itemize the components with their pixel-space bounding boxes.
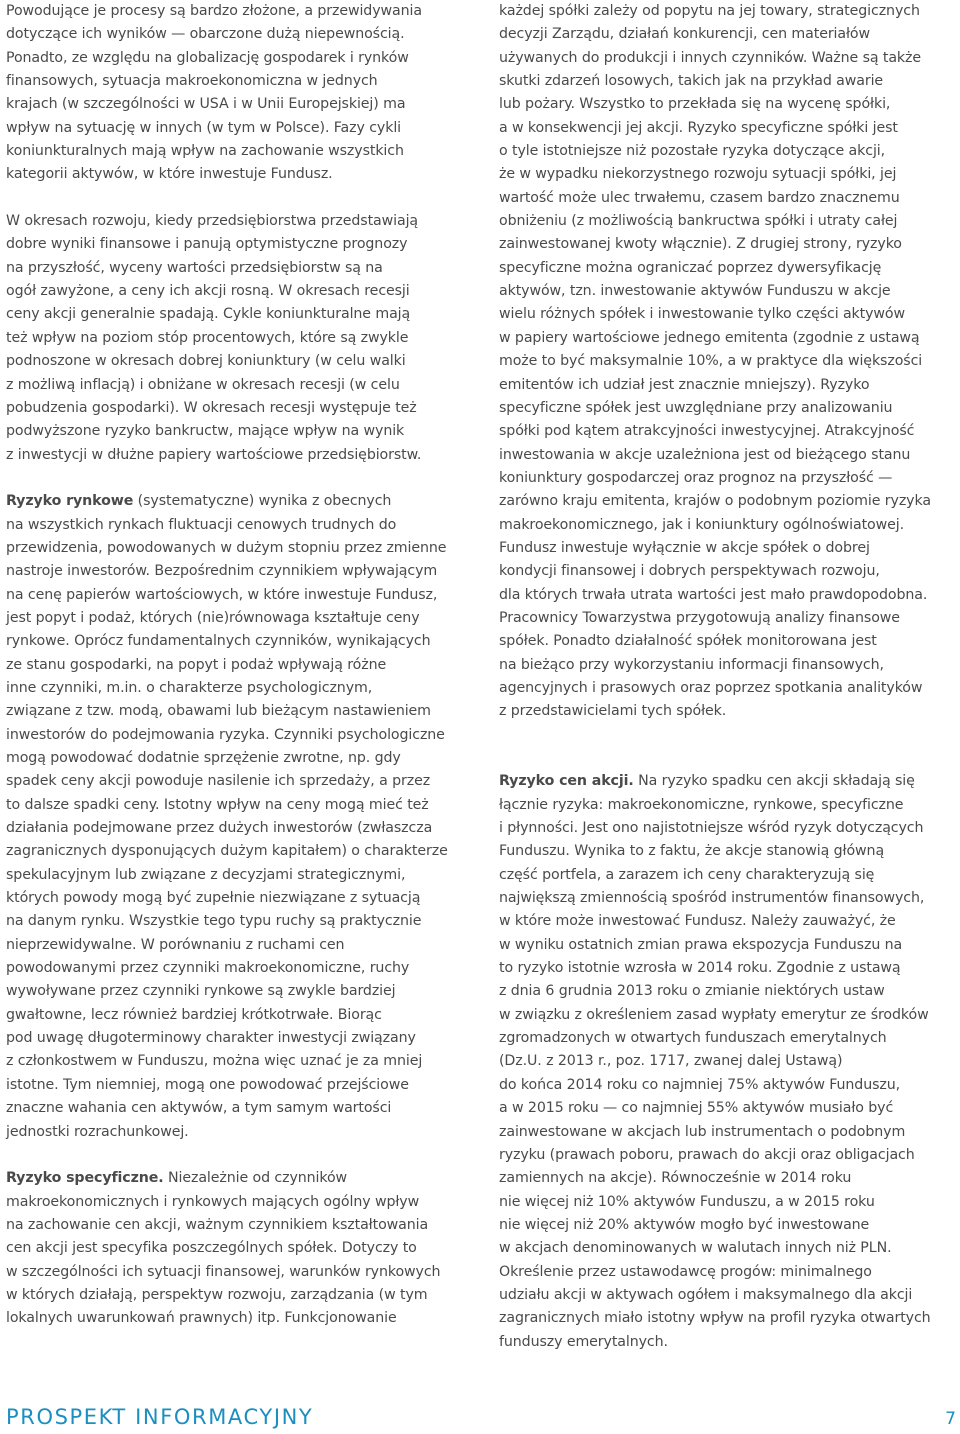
text-line: istotne. Tym niemniej, mogą one powodować przejściowe <box>6 1076 409 1093</box>
text-line: w wyniku ostatnich zmian prawa ekspozycja Funduszu na <box>499 936 903 953</box>
text-line: Określenie przez ustawodawcę progów: minimalnego <box>499 1263 872 1280</box>
text-line: w szczególności ich sytuacji finansowej, warunków rynkowych <box>6 1263 441 1280</box>
text-line: inne czynniki, m.in. o charakterze psychologicznym, <box>6 679 373 696</box>
specific-risk-body <box>6 1191 476 1331</box>
text-line: łącznie ryzyka: makroekonomiczne, rynkowe, specyficzne <box>499 796 904 813</box>
text-line: na danym rynku. Wszystkie tego typu ruchy są praktycznie <box>6 913 422 930</box>
text-line: największą zmiennością spośród instrumentów finansowych, <box>499 890 925 907</box>
text-line: zgromadzonych w otwartych funduszach emerytalnych <box>499 1030 887 1047</box>
text-line: ze stanu gospodarki, na popyt i podaż wpływają różne <box>6 656 387 673</box>
text-line: na wszystkich rynkach fluktuacji cenowych trudnych do <box>6 516 397 533</box>
text-line: Powodujące je procesy są bardzo złożone, a przewidywania <box>6 3 422 19</box>
text-line: kategorii aktywów, w które inwestuje Fundusz. <box>6 166 333 183</box>
text-line: wielu różnych spółek i inwestowanie tylko części aktywów <box>499 306 906 323</box>
equity-risk-body <box>499 794 957 1354</box>
text-line: wywoływane przez czynniki rynkowe są zwykle bardziej <box>6 983 396 1000</box>
paragraph-specific-risk <box>6 1167 476 1330</box>
text-line: spadek ceny akcji powoduje nasilenie ich sprzedaży, a przez <box>6 773 431 790</box>
text-line: z członkostwem w Funduszu, można więc uznać je za mniej <box>6 1053 423 1070</box>
text-line: nastroje inwestorów. Bezpośrednim czynnikiem wpływającym <box>6 563 438 580</box>
text-line: lub pożary. Wszystko to przekłada się na wycenę spółki, <box>499 96 891 113</box>
text-line: gwałtowne, lecz również bardziej krótkotrwałe. Biorąc <box>6 1006 382 1023</box>
text-line: (Dz.U. z 2013 r., poz. 1717, zwanej dalej Ustawą) <box>499 1053 843 1070</box>
text-line: emitentów ich udział jest znacznie mniejszy). Ryzyko <box>499 376 870 393</box>
text-line: finansowych, sytuacja makroekonomiczna w jednych <box>6 73 378 90</box>
text-line: Ponadto, ze względu na globalizację gospodarek i rynków <box>6 49 409 66</box>
text-line: ogół zawyżone, a ceny ich akcji rosną. W okresach recesji <box>6 283 410 300</box>
paragraph-macro-cycles <box>6 0 476 187</box>
paragraph-economic-cycles <box>6 210 476 467</box>
equity-risk-intro: Na ryzyko spadku cen akcji składają się <box>633 773 915 790</box>
text-line: związane z tzw. modą, obawami lub bieżącym nastawieniem <box>6 703 431 720</box>
text-line: zamiennych na akcje). Równocześnie w 2014 roku <box>499 1170 852 1187</box>
text-line: na bieżąco przy wykorzystaniu informacji finansowych, <box>499 656 884 673</box>
footer-document-title: PROSPEKT INFORMACYJNY <box>6 1405 314 1429</box>
text-line: do końca 2014 roku co najmniej 75% aktywów Funduszu, <box>499 1076 901 1093</box>
text-line: w których działają, perspektyw rozwoju, zarządzania (w tym <box>6 1286 428 1303</box>
text-line: w akcjach denominowanych w walutach innych niż PLN. <box>499 1240 892 1257</box>
text-line: znaczne wahania cen aktywów, a tym samym wartości <box>6 1100 392 1117</box>
text-line: jest popyt i podaż, których (nie)równowaga kształtuje ceny <box>6 609 420 626</box>
text-line: na przyszłość, wyceny wartości przedsiębiorstw są na <box>6 259 383 276</box>
paragraph-market-risk <box>6 490 476 1144</box>
text-line: z możliwą inflacją) i obniżane w okresach recesji (w celu <box>6 376 400 393</box>
text-line: specyficzne można ograniczać poprzez dywersyfikację <box>499 259 882 276</box>
text-line: skutki zdarzeń losowych, takich jak na przykład awarie <box>499 73 884 90</box>
market-risk-body <box>6 514 476 1144</box>
page-number: 7 <box>945 1409 956 1429</box>
text-line: na cenę papierów wartościowych, w które inwestuje Fundusz, <box>6 586 438 603</box>
text-line: wartość może ulec trwałemu, czasem bardzo znacznemu <box>499 189 900 206</box>
market-risk-heading: Ryzyko rynkowe <box>6 493 134 510</box>
text-line: udziału akcji w aktywach ogółem i maksymalnego dla akcji <box>499 1286 913 1303</box>
text-line: kondycji finansowej i dobrych perspektywach rozwoju, <box>499 563 880 580</box>
text-line: funduszy emerytalnych. <box>499 1333 668 1350</box>
text-line: inwestowania w akcje uzależniona jest od bieżącego stanu <box>499 446 911 463</box>
text-line: ceny akcji generalnie spadają. Cykle koniunkturalne mają <box>6 306 411 323</box>
text-line: ryzyku (prawach poboru, prawach do akcji oraz obligacjach <box>499 1146 915 1163</box>
specific-risk-first-line <box>6 1167 476 1190</box>
text-line: a w konsekwencji jej akcji. Ryzyko specyficzne spółki jest <box>499 119 898 136</box>
text-line: których powody mogą być zupełnie niezwiązane z sytuacją <box>6 890 421 907</box>
text-line: Fundusz inwestuje wyłącznie w akcje spółek o dobrej <box>499 539 870 556</box>
text-line: zainwestowanej kwoty włącznie). Z drugiej strony, ryzyko <box>499 236 902 253</box>
text-line: spekulacyjnym lub związane z decyzjami strategicznymi, <box>6 866 406 883</box>
text-line: z przedstawicielami tych spółek. <box>499 703 727 720</box>
equity-risk-first-line <box>499 770 957 793</box>
text-line: dobre wyniki finansowe i panują optymistyczne prognozy <box>6 236 408 253</box>
text-line: przewidzenia, powodowanych w dużym stopniu przez zmienne <box>6 539 447 556</box>
text-line: decyzji Zarządu, działań konkurencji, cen materiałów <box>499 26 871 43</box>
text-line: spółki pod kątem atrakcyjności inwestycyjnej. Atrakcyjność <box>499 423 915 440</box>
text-line: pod uwagę długoterminowy charakter inwestycji związany <box>6 1030 416 1047</box>
text-line: zarówno kraju emitenta, krajów o podobnym poziomie ryzyka <box>499 493 931 510</box>
text-line: dla których trwała utrata wartości jest mało prawdopodobna. <box>499 586 928 603</box>
text-line: w związku z określeniem zasad wypłaty emerytur ze środków <box>499 1006 929 1023</box>
text-line: koniunkturalnych mają wpływ na zachowanie wszystkich <box>6 143 404 160</box>
paragraph-equity-price-risk <box>499 770 957 1354</box>
specific-risk-heading: Ryzyko specyficzne. <box>6 1170 164 1187</box>
specific-risk-intro: Niezależnie od czynników <box>163 1170 348 1187</box>
text-line: mogą powodować dodatnie sprzężenie zwrotne, np. gdy <box>6 750 401 766</box>
equity-risk-heading: Ryzyko cen akcji. <box>499 773 634 790</box>
text-line: zagranicznych dysponujących dużym kapitałem) o charakterze <box>6 843 448 860</box>
text-line: a w 2015 roku — co najmniej 55% aktywów musiało być <box>499 1100 894 1117</box>
text-line: wpływ na sytuację w innych (w tym w Polsce). Fazy cykli <box>6 119 401 136</box>
text-line: podnoszone w okresach dobrej koniunktury (w celu walki <box>6 353 406 370</box>
text-line: i płynności. Jest ono najistotniejsze wśród ryzyk dotyczących <box>499 820 924 837</box>
text-line: używanych do produkcji i innych czynników. Ważne są także <box>499 49 922 66</box>
text-line: nieprzewidywalne. W porównaniu z ruchami cen <box>6 936 345 953</box>
text-line: jednostki rozrachunkowej. <box>6 1123 189 1140</box>
text-line: o tyle istotniejsze niż pozostałe ryzyka dotyczące akcji, <box>499 143 886 160</box>
right-column <box>499 0 957 1354</box>
text-line: w które może inwestować Fundusz. Należy zauważyć, że <box>499 913 896 930</box>
text-line: dotyczące ich wyników — obarczone dużą niepewnością. <box>6 26 405 43</box>
text-line: Funduszu. Wynika to z faktu, że akcje stanowią główną <box>499 843 885 860</box>
text-line: spółek. Ponadto działalność spółek monitorowana jest <box>499 633 877 650</box>
text-line: to ryzyko istotnie wzrosła w 2014 roku. Zgodnie z ustawą <box>499 960 901 977</box>
text-line: to dalsze spadki ceny. Istotny wpływ na ceny mogą mieć też <box>6 796 429 813</box>
text-line: pobudzenia gospodarki). W okresach recesji występuje też <box>6 399 417 416</box>
text-line: że w wypadku niekorzystnego rozwoju sytuacji spółki, jej <box>499 166 897 183</box>
text-line: rynkowe. Oprócz fundamentalnych czynników, wynikających <box>6 633 431 650</box>
text-line: makroekonomicznego, jak i koniunktury ogólnoświatowej. <box>499 516 905 533</box>
text-line: makroekonomicznych i rynkowych mających ogólny wpływ <box>6 1193 420 1210</box>
text-line: zagranicznych miało istotny wpływ na profil ryzyka otwartych <box>499 1310 931 1327</box>
paragraph-company-specific <box>499 0 957 724</box>
text-line: na zachowanie cen akcji, ważnym czynnikiem kształtowania <box>6 1216 429 1233</box>
text-line: agencyjnych i prasowych oraz poprzez spotkania analityków <box>499 679 923 696</box>
text-line: Pracownicy Towarzystwa przygotowują analizy finansowe <box>499 609 900 626</box>
left-column <box>6 0 476 1331</box>
text-line: powodowanymi przez czynniki makroekonomiczne, ruchy <box>6 960 410 977</box>
text-line: lokalnych uwarunkowań prawnych) itp. Funkcjonowanie <box>6 1310 397 1327</box>
text-line: nie więcej niż 20% aktywów mogło być inwestowane <box>499 1216 870 1233</box>
text-line: aktywów, tzn. inwestowanie aktywów Funduszu w akcje <box>499 283 891 300</box>
text-line: każdej spółki zależy od popytu na jej towary, strategicznych <box>499 3 920 19</box>
text-line: W okresach rozwoju, kiedy przedsiębiorstwa przedstawiają <box>6 213 419 230</box>
text-line: obniżeniu (z możliwością bankructwa spółki i utraty całej <box>499 213 898 230</box>
text-line: inwestorów do podejmowania ryzyka. Czynniki psychologiczne <box>6 726 445 743</box>
text-line: krajach (w szczególności w USA i w Unii Europejskiej) ma <box>6 96 406 113</box>
text-line: podwyższone ryzyko bankructw, mające wpływ na wynik <box>6 423 405 440</box>
text-line: z inwestycji w dłużne papiery wartościowe przedsiębiorstw. <box>6 446 422 463</box>
text-line: z dnia 6 grudnia 2013 roku o zmianie niektórych ustaw <box>499 983 885 1000</box>
text-line: może to być maksymalnie 10%, a w praktyce dla większości <box>499 353 923 370</box>
text-line: koniunktury gospodarczej oraz prognoz na przyszłość — <box>499 469 893 486</box>
text-line: działania podejmowane przez dużych inwestorów (zwłaszcza <box>6 820 433 837</box>
market-risk-first-line <box>6 490 476 513</box>
text-line: nie więcej niż 10% aktywów Funduszu, a w 2015 roku <box>499 1193 875 1210</box>
text-line: zainwestowane w akcjach lub instrumentach o podobnym <box>499 1123 906 1140</box>
text-line: cen akcji jest specyfika poszczególnych spółek. Dotyczy to <box>6 1240 417 1257</box>
text-line: specyficzne spółek jest uwzględniane przy analizowaniu <box>499 399 893 416</box>
text-line: też wpływ na poziom stóp procentowych, które są zwykle <box>6 329 409 346</box>
market-risk-intro: (systematyczne) wynika z obecnych <box>133 493 392 510</box>
text-line: część portfela, a zarazem ich ceny charakteryzują się <box>499 866 875 883</box>
text-line: w papiery wartościowe jednego emitenta (zgodnie z ustawą <box>499 329 920 346</box>
